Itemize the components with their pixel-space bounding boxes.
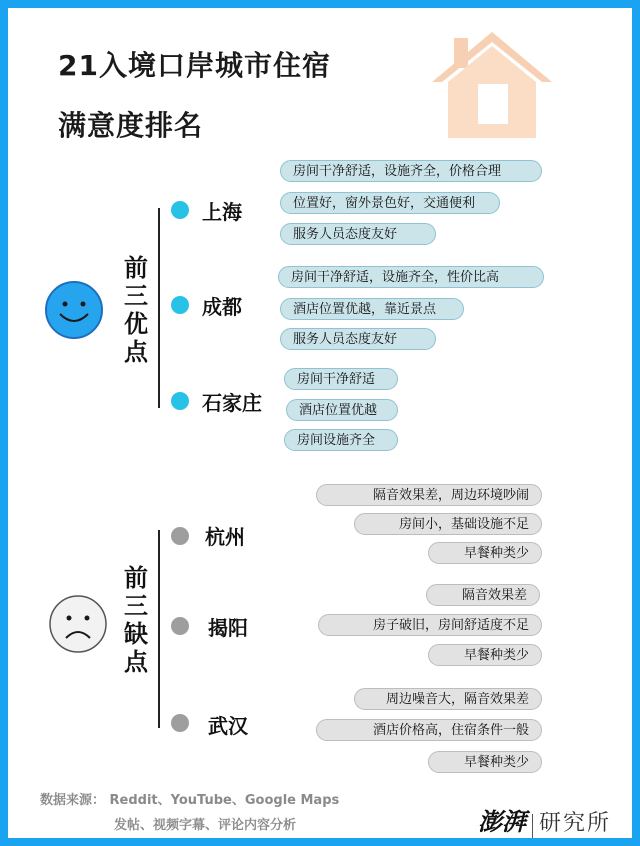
con-item: 周边噪音大，隔音效果差	[354, 688, 542, 710]
city-name: 成都	[202, 295, 242, 319]
bad-section-label: 前三缺点	[124, 564, 148, 676]
pro-item: 酒店位置优越，靠近景点	[280, 298, 464, 320]
data-source-line-2: 发帖、视频字幕、评论内容分析	[114, 818, 297, 833]
brand-institute: 研究所	[539, 811, 612, 836]
city-dot	[171, 296, 189, 314]
con-item: 早餐种类少	[428, 644, 542, 666]
house-icon	[428, 28, 556, 140]
city-dot	[171, 201, 189, 219]
good-section-label: 前三优点	[124, 254, 148, 366]
con-item: 酒店价格高，住宿条件一般	[316, 719, 542, 741]
title-line-1: 21入境口岸城市住宿	[58, 49, 331, 82]
city-dot	[171, 714, 189, 732]
pro-item: 房间干净舒适，设施齐全，性价比高	[278, 266, 544, 288]
pro-item: 房间设施齐全	[284, 429, 398, 451]
con-item: 早餐种类少	[428, 542, 542, 564]
pro-item: 服务人员态度友好	[280, 328, 436, 350]
title-line-2: 满意度排名	[58, 109, 204, 142]
city-name: 武汉	[208, 714, 248, 738]
city-dot	[171, 617, 189, 635]
pro-item: 位置好，窗外景色好，交通便利	[280, 192, 500, 214]
pro-item: 服务人员态度友好	[280, 223, 436, 245]
data-source-line-1: 数据来源： Reddit、YouTube、Google Maps	[40, 793, 340, 808]
pro-item: 酒店位置优越	[286, 399, 398, 421]
con-item: 房间小，基础设施不足	[354, 513, 542, 535]
city-name: 揭阳	[208, 616, 248, 640]
con-item: 房子破旧，房间舒适度不足	[318, 614, 542, 636]
pro-item: 房间干净舒适	[284, 368, 398, 390]
city-dot	[171, 392, 189, 410]
brand-logo-text: 澎湃	[478, 807, 526, 836]
city-name: 石家庄	[202, 391, 262, 415]
con-item: 隔音效果差，周边环境吵闹	[316, 484, 542, 506]
brand-logo	[478, 802, 611, 838]
city-name: 上海	[202, 200, 242, 224]
good-divider-line	[158, 208, 160, 408]
sad-face-icon	[48, 594, 108, 654]
bad-divider-line	[158, 530, 160, 728]
pro-item: 房间干净舒适，设施齐全，价格合理	[280, 160, 542, 182]
con-item: 早餐种类少	[428, 751, 542, 773]
city-name: 杭州	[205, 525, 245, 549]
con-item: 隔音效果差	[426, 584, 540, 606]
brand-separator	[532, 814, 533, 838]
city-dot	[171, 527, 189, 545]
smile-face-icon	[44, 280, 104, 340]
infographic-card	[8, 8, 632, 838]
